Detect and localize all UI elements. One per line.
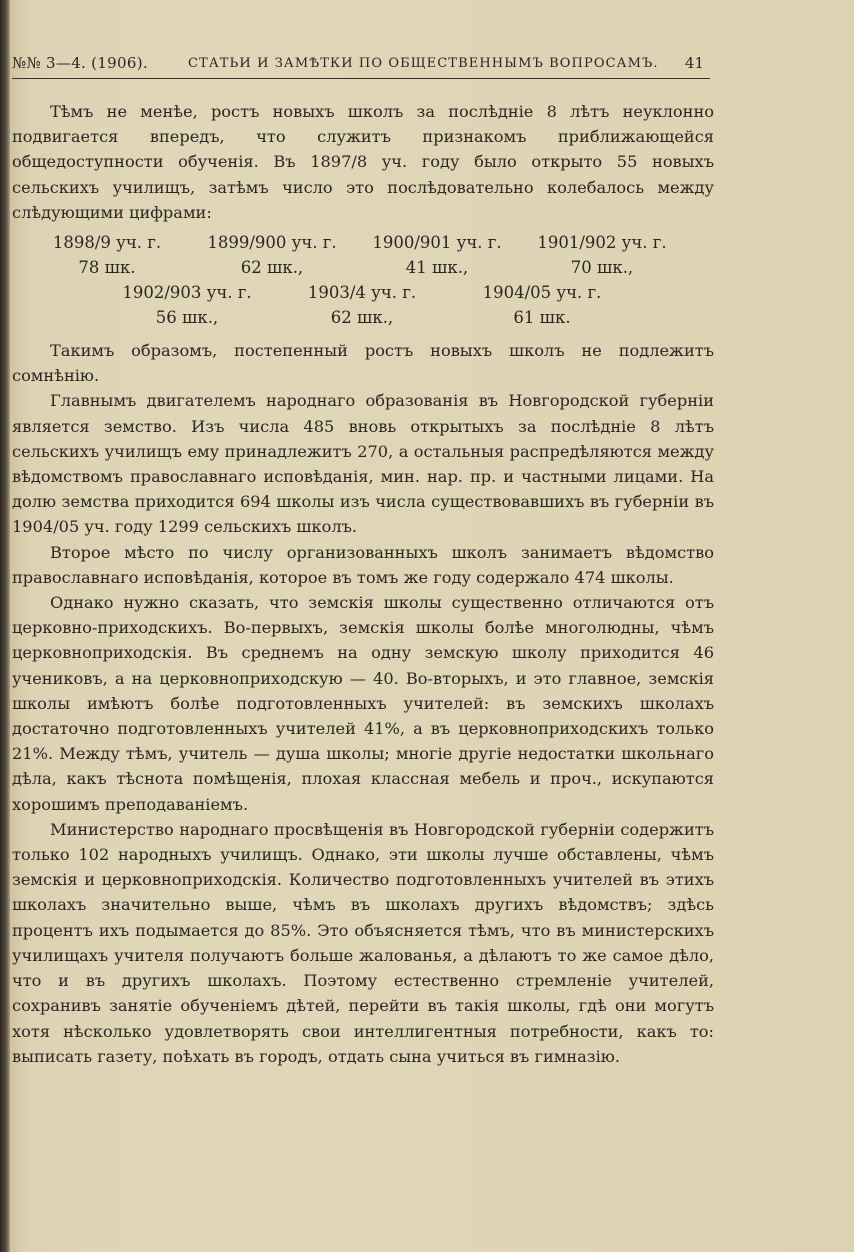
issue-number: №№ 3—4. (1906). <box>12 54 148 72</box>
stat-year: 1898/9 уч. г. <box>52 233 162 253</box>
stat-1898 <box>22 230 192 280</box>
paragraph-comparison: Однако нужно сказать, что земскія школы существенно отличаются отъ церковно-приходскихъ. Во-первыхъ, земскія школы болѣе многолюдны, чѣмъ церковноприходскія. Въ среднемъ на одну земскую школу приходится 46 учениковъ, а на церковноприходскую — 40. Во-вторыхъ, и это главное, земскія школы имѣютъ болѣе подготовленныхъ учителей: въ земскихъ школахъ достаточно подготовленныхъ учителей 41%, а въ церковноприходскихъ только 21%. Между тѣмъ, учитель — душа школы; многіе другіе недостатки школьнаго дѣла, какъ тѣснота помѣщенія, плохая классная мебель и проч., искупаются хорошимъ преподаваніемъ. <box>12 593 714 814</box>
stat-count: 78 шк. <box>78 258 136 278</box>
stat-count: 62 шк., <box>330 308 394 328</box>
stat-1903 <box>277 280 447 330</box>
stat-1900 <box>352 230 522 280</box>
running-header <box>12 52 710 79</box>
stat-year: 1902/903 уч. г. <box>122 283 252 303</box>
page-number: 41 <box>684 54 704 72</box>
stat-count: 41 шк., <box>405 258 469 278</box>
article-body <box>12 99 714 1069</box>
stat-year: 1899/900 уч. г. <box>207 233 337 253</box>
paragraph-ministry: Министерство народнаго просвѣщенія въ Новгородской губерніи содержитъ только 102 народныхъ училищъ. Однако, эти школы лучше обставлены, чѣмъ земскія и церковноприходскія. Количество подготовленныхъ учителей въ этихъ школахъ значительно выше, чѣмъ въ школахъ другихъ вѣдомствъ; здѣсь процентъ ихъ подымается до 85%. Это объясняется тѣмъ, что въ министерскихъ училищахъ учителя получаютъ больше жалованья, а дѣлаютъ то же самое дѣло, что и въ другихъ школахъ. Поэтому естественно стремленіе учителей, сохранивъ занятіе обученіемъ дѣтей, перейти въ такія школы, гдѣ они могутъ хотя нѣсколько удовлетворять свои интеллигентныя потребности, какъ то: выписать газету, поѣхать въ городъ, отдать сына учиться въ гимназію. <box>12 819 714 1066</box>
paragraph-conclusion: Такимъ образомъ, постепенный ростъ новыхъ школъ не подлежитъ сомнѣнію. <box>12 341 714 386</box>
stat-year: 1901/902 уч. г. <box>537 233 667 253</box>
paragraph-church: Второе мѣсто по числу организованныхъ школъ занимаетъ вѣдомство православнаго исповѣданія, которое въ томъ же году содержало 474 школы. <box>12 542 714 587</box>
stat-1901 <box>517 230 687 280</box>
paragraph-zemstvo: Главнымъ двигателемъ народнаго образованія въ Новгородской губерніи является земство. Изъ числа 485 вновь открытыхъ за послѣдніе 8 лѣтъ сельскихъ училищъ ему принадлежитъ 270, а остальныя распредѣляются между вѣдомствомъ православнаго исповѣданія, мин. нар. пр. и частными лицами. На долю земства приходится 694 школы изъ числа существовавшихъ въ губерніи въ 1904/05 уч. году 1299 сельскихъ школъ. <box>12 391 714 537</box>
stat-year: 1904/05 уч. г. <box>482 283 602 303</box>
stat-count: 70 шк., <box>570 258 634 278</box>
stat-count: 56 шк., <box>155 308 219 328</box>
stat-1899 <box>187 230 357 280</box>
stat-year: 1900/901 уч. г. <box>372 233 502 253</box>
stat-count: 61 шк. <box>513 308 571 328</box>
stat-count: 62 шк., <box>240 258 304 278</box>
school-growth-table <box>12 230 714 330</box>
book-spine-edge <box>0 0 10 1252</box>
stat-1904 <box>457 280 627 330</box>
section-title: СТАТЬИ И ЗАМѢТКИ ПО ОБЩЕСТВЕННЫМЪ ВОПРОСАМЪ. <box>188 56 659 71</box>
stat-year: 1903/4 уч. г. <box>307 283 417 303</box>
stat-1902 <box>102 280 272 330</box>
paragraph-intro: Тѣмъ не менѣе, ростъ новыхъ школъ за послѣдніе 8 лѣтъ неуклонно подвигается впередъ, что служитъ признакомъ приближающейся общедоступности обученія. Въ 1897/8 уч. году было открыто 55 новыхъ сельскихъ училищъ, затѣмъ число это послѣдовательно колебалось между слѣдующими цифрами: <box>12 102 714 222</box>
